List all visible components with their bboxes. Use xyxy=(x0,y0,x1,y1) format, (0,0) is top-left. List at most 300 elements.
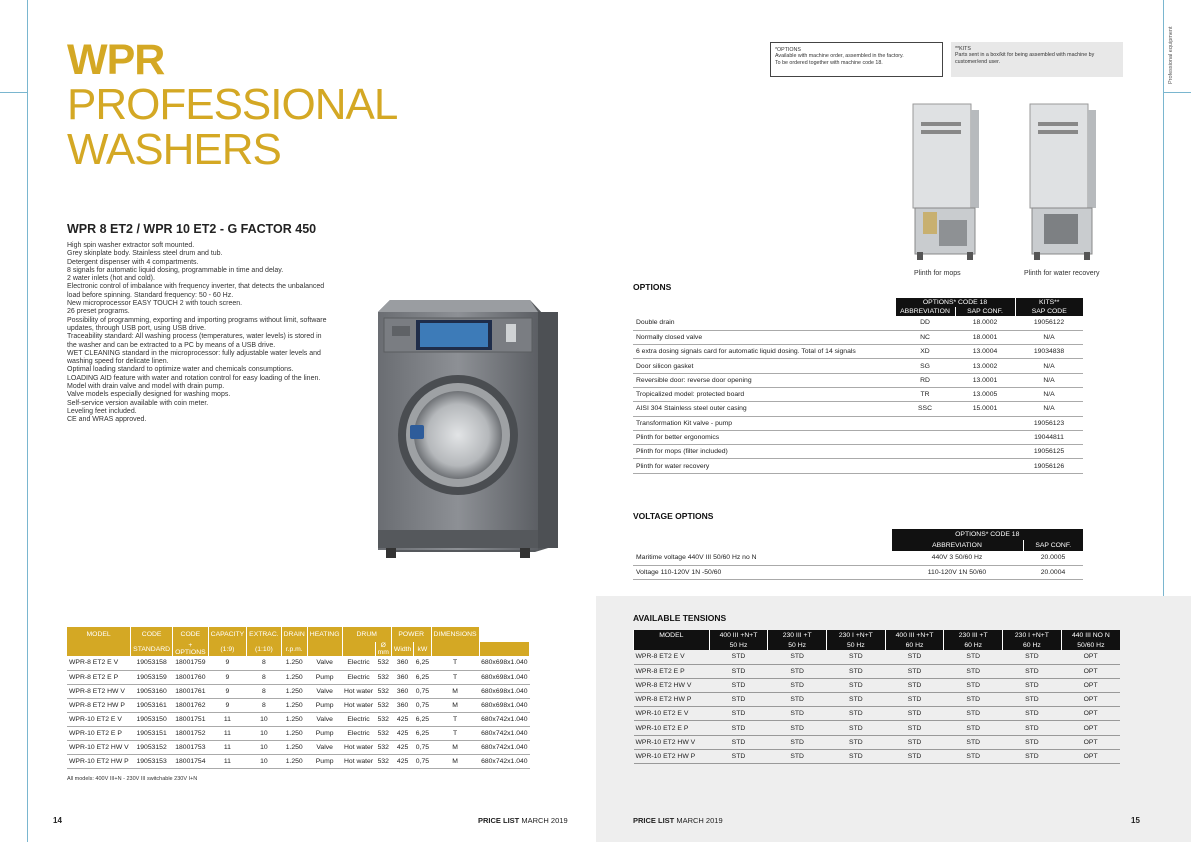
table-row xyxy=(634,707,1121,721)
voltage-group-header: OPTIONS* CODE 18 xyxy=(891,529,1083,540)
models-header-cell: HEATING xyxy=(307,627,342,642)
table-cell: Hot water xyxy=(342,740,375,754)
table-cell: Electric xyxy=(342,726,375,740)
table-cell: 6,25 xyxy=(414,712,431,726)
table-cell: T xyxy=(431,726,479,740)
table-cell: M xyxy=(431,740,479,754)
table-cell: WPR-10 ET2 E V xyxy=(67,712,131,726)
tensions-header-cell: 230 I +N+T xyxy=(1003,630,1062,640)
table-row xyxy=(634,721,1121,735)
table-cell: STD xyxy=(1003,721,1062,735)
table-cell: STD xyxy=(709,735,768,749)
options-note-title: *OPTIONS xyxy=(775,47,801,53)
plinth-mops-image xyxy=(905,100,985,262)
table-row xyxy=(633,565,1083,579)
table-cell: AISI 304 Stainless steel outer casing xyxy=(633,402,895,416)
table-cell: STD xyxy=(826,678,885,692)
col-sap-code: SAP CODE xyxy=(1015,307,1083,316)
kits-note-box xyxy=(951,42,1123,77)
table-cell: OPT xyxy=(1061,749,1120,763)
tensions-header-cell: 230 I +N+T xyxy=(826,630,885,640)
table-cell: STD xyxy=(885,707,944,721)
table-cell: 10 xyxy=(247,740,281,754)
table-cell: 18.0002 xyxy=(955,316,1015,330)
models-subheader-cell: kW xyxy=(414,642,431,656)
table-cell: 8 xyxy=(247,656,281,670)
table-cell: WPR-10 ET2 E V xyxy=(634,707,710,721)
table-cell: 9 xyxy=(208,698,247,712)
table-cell: 425 xyxy=(391,726,413,740)
tensions-header-cell: 400 III +N+T xyxy=(709,630,768,640)
table-row xyxy=(633,359,1083,373)
right-margin-tick xyxy=(1163,92,1191,93)
table-cell: 1.250 xyxy=(281,726,307,740)
table-cell: 680x742x1.040 xyxy=(479,726,530,740)
table-cell: STD xyxy=(944,678,1003,692)
table-cell: 9 xyxy=(208,656,247,670)
table-row xyxy=(633,416,1083,430)
table-cell: STD xyxy=(885,693,944,707)
table-cell: STD xyxy=(709,678,768,692)
table-cell: STD xyxy=(944,749,1003,763)
table-row xyxy=(67,754,530,768)
table-cell: 6,25 xyxy=(414,670,431,684)
voltage-col-sap: SAP CONF. xyxy=(1023,540,1083,551)
tensions-header-cell: 400 III +N+T xyxy=(885,630,944,640)
voltage-table xyxy=(633,529,1083,580)
table-cell: STD xyxy=(826,749,885,763)
table-cell: 18.0001 xyxy=(955,330,1015,344)
tensions-title: AVAILABLE TENSIONS xyxy=(633,613,727,623)
table-cell: 680x742x1.040 xyxy=(479,754,530,768)
table-cell xyxy=(895,430,955,444)
description-line: Detergent dispenser with 4 compartments. xyxy=(67,258,199,266)
table-cell xyxy=(895,445,955,459)
table-cell: Electric xyxy=(342,656,375,670)
table-cell: STD xyxy=(826,721,885,735)
table-cell: STD xyxy=(768,707,827,721)
washer-machine-image xyxy=(370,290,560,562)
plinth-water-recovery-caption: Plinth for water recovery xyxy=(1024,270,1100,277)
table-cell: 680x742x1.040 xyxy=(479,740,530,754)
table-cell: Normally closed valve xyxy=(633,330,895,344)
table-cell: Pump xyxy=(307,698,342,712)
table-cell: STD xyxy=(944,735,1003,749)
table-cell: Tropicalized model: protected board xyxy=(633,387,895,401)
table-cell: 680x698x1.040 xyxy=(479,656,530,670)
table-cell: Valve xyxy=(307,684,342,698)
table-cell: M xyxy=(431,684,479,698)
table-cell: 1.250 xyxy=(281,754,307,768)
table-cell: OPT xyxy=(1061,650,1120,664)
description-line: Leveling feet included. xyxy=(67,407,137,415)
description-line: CE and WRAS approved. xyxy=(67,416,147,424)
table-cell: M xyxy=(431,754,479,768)
table-cell: 11 xyxy=(208,754,247,768)
tensions-header-cell: 230 III +T xyxy=(768,630,827,640)
table-cell: STD xyxy=(944,693,1003,707)
table-cell: 360 xyxy=(391,670,413,684)
page-title-bold: WPR xyxy=(67,36,165,84)
table-row xyxy=(67,726,530,740)
table-cell: 425 xyxy=(391,740,413,754)
tensions-subheader-cell: 50 Hz xyxy=(709,640,768,650)
footer-light: MARCH 2019 xyxy=(519,816,568,825)
table-cell: SSC xyxy=(895,402,955,416)
models-subheader-cell: (1:9) xyxy=(208,642,247,656)
table-cell: 532 xyxy=(375,740,391,754)
table-cell: STD xyxy=(826,664,885,678)
table-cell: 18001759 xyxy=(173,656,209,670)
options-note-line1: Available with machine order, assembled in the factory. xyxy=(775,53,904,60)
table-cell: STD xyxy=(1003,678,1062,692)
table-cell: STD xyxy=(1003,735,1062,749)
table-cell: T xyxy=(431,670,479,684)
table-cell: 360 xyxy=(391,684,413,698)
table-cell: WPR-10 ET2 HW V xyxy=(634,735,710,749)
models-table xyxy=(67,627,530,769)
table-cell: 19056123 xyxy=(1015,416,1083,430)
models-subheader-cell: STANDARD xyxy=(131,642,173,656)
kits-note-title: **KITS xyxy=(955,46,971,52)
table-cell: STD xyxy=(885,721,944,735)
table-cell: 440V 3 50/60 Hz xyxy=(891,551,1023,565)
table-cell: Pump xyxy=(307,754,342,768)
table-cell: STD xyxy=(944,721,1003,735)
table-cell: 6,25 xyxy=(414,656,431,670)
footer-right xyxy=(633,816,723,825)
table-cell: 19044811 xyxy=(1015,430,1083,444)
table-cell: STD xyxy=(709,749,768,763)
models-note: All models: 400V III+N - 230V III switchable 230V I+N xyxy=(67,776,198,782)
table-cell: WPR-8 ET2 HW V xyxy=(67,684,131,698)
table-cell: WPR-10 ET2 HW P xyxy=(67,754,131,768)
table-cell: WPR-8 ET2 E V xyxy=(634,650,710,664)
col-sap-conf: SAP CONF. xyxy=(955,307,1015,316)
table-cell: STD xyxy=(826,650,885,664)
table-cell: STD xyxy=(709,707,768,721)
plinth-water-recovery-image xyxy=(1022,100,1102,262)
table-cell: 11 xyxy=(208,712,247,726)
table-cell: N/A xyxy=(1015,387,1083,401)
product-title: WPR 8 ET2 / WPR 10 ET2 - G FACTOR 450 xyxy=(67,222,317,236)
table-cell: 532 xyxy=(375,684,391,698)
models-subheader-cell: Width xyxy=(391,642,413,656)
models-subheader-cell xyxy=(307,642,342,656)
table-row xyxy=(634,664,1121,678)
table-cell: Plinth for better ergonomics xyxy=(633,430,895,444)
table-row xyxy=(634,735,1121,749)
table-cell: N/A xyxy=(1015,402,1083,416)
table-cell: 19053159 xyxy=(131,670,173,684)
table-cell: STD xyxy=(944,650,1003,664)
description-line: High spin washer extractor soft mounted. xyxy=(67,242,195,249)
table-cell: 1.250 xyxy=(281,684,307,698)
table-row xyxy=(633,373,1083,387)
description-line: LOADING AID feature with water and rotation control for easy loading of the linen. xyxy=(67,374,321,382)
table-cell: OPT xyxy=(1061,664,1120,678)
table-cell: OPT xyxy=(1061,693,1120,707)
table-cell: 6 extra dosing signals card for automatic liquid dosing. Total of 14 signals xyxy=(633,345,895,359)
tensions-subheader-cell: 60 Hz xyxy=(885,640,944,650)
table-cell: Door silicon gasket xyxy=(633,359,895,373)
table-row xyxy=(633,459,1083,473)
description-line: 8 signals for automatic liquid dosing, programmable in time and delay. xyxy=(67,266,284,274)
table-cell: 13.0001 xyxy=(955,373,1015,387)
table-cell: Maritime voltage 440V III 50/60 Hz no N xyxy=(633,551,891,565)
description-line: Electronic control of imbalance with frequency inverter, that detects the unbalanced load before spinning. Standard frequency: 50 - 60 Hz. xyxy=(67,283,325,299)
table-cell xyxy=(895,459,955,473)
footer-right-light: MARCH 2019 xyxy=(674,816,723,825)
table-row xyxy=(633,551,1083,565)
models-subheader-cell: + OPTIONS xyxy=(173,642,209,656)
table-cell: 18001751 xyxy=(173,712,209,726)
options-title: OPTIONS xyxy=(633,282,672,292)
table-cell: 18001753 xyxy=(173,740,209,754)
table-cell: WPR-8 ET2 HW P xyxy=(67,698,131,712)
table-cell: STD xyxy=(826,707,885,721)
table-row xyxy=(67,712,530,726)
table-cell: 9 xyxy=(208,684,247,698)
table-cell: 19053161 xyxy=(131,698,173,712)
table-cell: T xyxy=(431,712,479,726)
table-cell: WPR-8 ET2 E P xyxy=(634,664,710,678)
table-cell: 18001754 xyxy=(173,754,209,768)
table-cell xyxy=(955,459,1015,473)
table-cell: 19056126 xyxy=(1015,459,1083,473)
table-cell: STD xyxy=(709,721,768,735)
table-cell: 10 xyxy=(247,712,281,726)
left-margin-line xyxy=(27,0,28,842)
table-cell: 19053158 xyxy=(131,656,173,670)
table-cell: 532 xyxy=(375,656,391,670)
description-line: Traceability standard: All washing process (temperatures, water levels) is stored in the washer and can be extracted to a PC by means of a USB drive. xyxy=(67,333,322,349)
table-cell: 20.0004 xyxy=(1023,565,1083,579)
footer-left xyxy=(478,816,568,825)
table-cell: STD xyxy=(885,749,944,763)
table-cell: 680x698x1.040 xyxy=(479,698,530,712)
tensions-subheader-cell: 60 Hz xyxy=(1003,640,1062,650)
table-cell: WPR-10 ET2 E P xyxy=(634,721,710,735)
table-cell: 0,75 xyxy=(414,754,431,768)
footer-bold: PRICE LIST xyxy=(478,816,520,825)
table-cell: STD xyxy=(709,650,768,664)
page-number-right: 15 xyxy=(1131,816,1140,825)
table-cell: N/A xyxy=(1015,359,1083,373)
table-cell: OPT xyxy=(1061,735,1120,749)
table-cell: 680x698x1.040 xyxy=(479,670,530,684)
table-cell: STD xyxy=(885,678,944,692)
tensions-subheader-cell: 50/60 Hz xyxy=(1061,640,1120,650)
table-cell: Valve xyxy=(307,656,342,670)
plinth-mops-caption: Plinth for mops xyxy=(914,270,961,277)
table-row xyxy=(633,402,1083,416)
table-cell: STD xyxy=(1003,650,1062,664)
table-cell: 13.0005 xyxy=(955,387,1015,401)
table-cell: 1.250 xyxy=(281,670,307,684)
table-cell: STD xyxy=(944,707,1003,721)
table-cell: 0,75 xyxy=(414,684,431,698)
tensions-subheader-cell: 60 Hz xyxy=(944,640,1003,650)
table-cell: 19053151 xyxy=(131,726,173,740)
table-cell: Plinth for water recovery xyxy=(633,459,895,473)
table-cell: Electric xyxy=(342,712,375,726)
table-cell: Pump xyxy=(307,670,342,684)
table-cell: 360 xyxy=(391,656,413,670)
table-cell: Valve xyxy=(307,712,342,726)
table-cell: OPT xyxy=(1061,678,1120,692)
description-line: Model with drain valve and model with drain pump. xyxy=(67,383,225,391)
table-cell: 360 xyxy=(391,698,413,712)
kits-note-line2: customer/end user. xyxy=(955,58,1001,65)
table-cell: Reversible door: reverse door opening xyxy=(633,373,895,387)
table-cell: 18001761 xyxy=(173,684,209,698)
table-row xyxy=(634,678,1121,692)
table-cell: STD xyxy=(885,735,944,749)
table-cell: STD xyxy=(768,693,827,707)
table-cell: STD xyxy=(826,735,885,749)
kits-group-header: KITS** xyxy=(1015,298,1083,307)
table-cell: 1.250 xyxy=(281,698,307,712)
table-cell xyxy=(955,416,1015,430)
table-cell: STD xyxy=(768,650,827,664)
table-cell: 13.0002 xyxy=(955,359,1015,373)
table-cell: Electric xyxy=(342,670,375,684)
table-cell: WPR-8 ET2 HW P xyxy=(634,693,710,707)
models-subheader-cell xyxy=(479,642,530,656)
side-label: Professional equipment xyxy=(1168,26,1174,84)
table-cell: 10 xyxy=(247,754,281,768)
table-cell: 1.250 xyxy=(281,712,307,726)
table-row xyxy=(633,316,1083,330)
table-row xyxy=(633,345,1083,359)
table-cell: TR xyxy=(895,387,955,401)
description-line: Grey skinplate body. Stainless steel drum and tub. xyxy=(67,250,223,258)
table-cell: 425 xyxy=(391,712,413,726)
table-cell: 20.0005 xyxy=(1023,551,1083,565)
table-cell: 0,75 xyxy=(414,698,431,712)
table-row xyxy=(67,698,530,712)
table-cell: WPR-8 ET2 HW V xyxy=(634,678,710,692)
table-cell: Double drain xyxy=(633,316,895,330)
description-line: 26 preset programs. xyxy=(67,308,130,316)
table-cell: 13.0004 xyxy=(955,345,1015,359)
tensions-table xyxy=(633,630,1120,764)
tensions-subheader-cell xyxy=(634,640,710,650)
table-cell: Hot water xyxy=(342,684,375,698)
table-cell: 532 xyxy=(375,670,391,684)
options-note-line2: To be ordered together with machine code 18. xyxy=(775,59,883,66)
table-cell: STD xyxy=(944,664,1003,678)
models-header-cell: POWER xyxy=(391,627,431,642)
table-cell: M xyxy=(431,698,479,712)
table-cell: 532 xyxy=(375,726,391,740)
table-cell: STD xyxy=(885,664,944,678)
table-cell: 11 xyxy=(208,726,247,740)
table-cell: 19053160 xyxy=(131,684,173,698)
table-cell: 18001760 xyxy=(173,670,209,684)
table-cell: 18001762 xyxy=(173,698,209,712)
table-cell xyxy=(895,416,955,430)
kits-note-line1: Parts sent in a box/kit for being assembled with machine by xyxy=(955,52,1095,59)
table-cell: 425 xyxy=(391,754,413,768)
table-cell xyxy=(955,445,1015,459)
models-header-cell: CODE xyxy=(131,627,173,642)
table-cell: 680x742x1.040 xyxy=(479,712,530,726)
table-cell: Hot water xyxy=(342,698,375,712)
table-cell: Plinth for mops (filter included) xyxy=(633,445,895,459)
table-row xyxy=(67,684,530,698)
table-cell: OPT xyxy=(1061,721,1120,735)
table-cell: Valve xyxy=(307,740,342,754)
table-row xyxy=(633,445,1083,459)
table-cell: 6,25 xyxy=(414,726,431,740)
table-cell: STD xyxy=(768,721,827,735)
models-header-cell: EXTRAC. xyxy=(247,627,281,642)
tensions-header-cell: 440 III NO N xyxy=(1061,630,1120,640)
options-note-box xyxy=(770,42,943,77)
voltage-title: VOLTAGE OPTIONS xyxy=(633,511,714,521)
table-cell: 18001752 xyxy=(173,726,209,740)
table-cell: 10 xyxy=(247,726,281,740)
table-cell: WPR-10 ET2 E P xyxy=(67,726,131,740)
table-cell: STD xyxy=(1003,664,1062,678)
models-header-cell: MODEL xyxy=(67,627,131,642)
table-cell: 532 xyxy=(375,754,391,768)
table-cell: 532 xyxy=(375,698,391,712)
table-cell: Transformation Kit valve - pump xyxy=(633,416,895,430)
table-cell: Pump xyxy=(307,726,342,740)
description-line: WET CLEANING standard in the microprocessor: fully adjustable water levels and washing speed for delicate linen. xyxy=(67,349,321,366)
table-cell: 110-120V 1N 50/60 xyxy=(891,565,1023,579)
table-cell: 8 xyxy=(247,684,281,698)
table-cell: 19056125 xyxy=(1015,445,1083,459)
table-cell: STD xyxy=(1003,749,1062,763)
description-line: Valve models especially designed for washing mops. xyxy=(67,391,231,399)
models-header-cell: DIMENSIONS xyxy=(431,627,479,642)
table-cell: STD xyxy=(768,678,827,692)
table-cell: STD xyxy=(1003,707,1062,721)
models-subheader-cell xyxy=(67,642,131,656)
table-cell: STD xyxy=(709,693,768,707)
options-table xyxy=(633,298,1083,474)
models-subheader-cell xyxy=(342,642,375,656)
table-cell: T xyxy=(431,656,479,670)
table-row xyxy=(634,693,1121,707)
table-row xyxy=(67,670,530,684)
table-cell: 9 xyxy=(208,670,247,684)
table-cell: N/A xyxy=(1015,373,1083,387)
description-line: New microprocessor EASY TOUCH 2 with touch screen. xyxy=(67,300,243,308)
table-cell: 19053153 xyxy=(131,754,173,768)
page-title-line-2: WASHERS xyxy=(67,125,281,174)
models-subheader-cell: Ø mm xyxy=(375,642,391,656)
tensions-subheader-cell: 50 Hz xyxy=(826,640,885,650)
description-line: 2 water inlets (hot and cold). xyxy=(67,275,155,283)
table-cell: 19056122 xyxy=(1015,316,1083,330)
table-cell: STD xyxy=(1003,693,1062,707)
models-subheader-cell: r.p.m. xyxy=(281,642,307,656)
table-cell: XD xyxy=(895,345,955,359)
table-cell: 532 xyxy=(375,712,391,726)
tensions-header-cell: 230 III +T xyxy=(944,630,1003,640)
options-group-header: OPTIONS* CODE 18 xyxy=(895,298,1015,307)
models-subheader-cell: (1:10) xyxy=(247,642,281,656)
table-cell: 8 xyxy=(247,670,281,684)
product-description xyxy=(67,242,329,425)
table-cell: STD xyxy=(885,650,944,664)
models-subheader-cell xyxy=(431,642,479,656)
